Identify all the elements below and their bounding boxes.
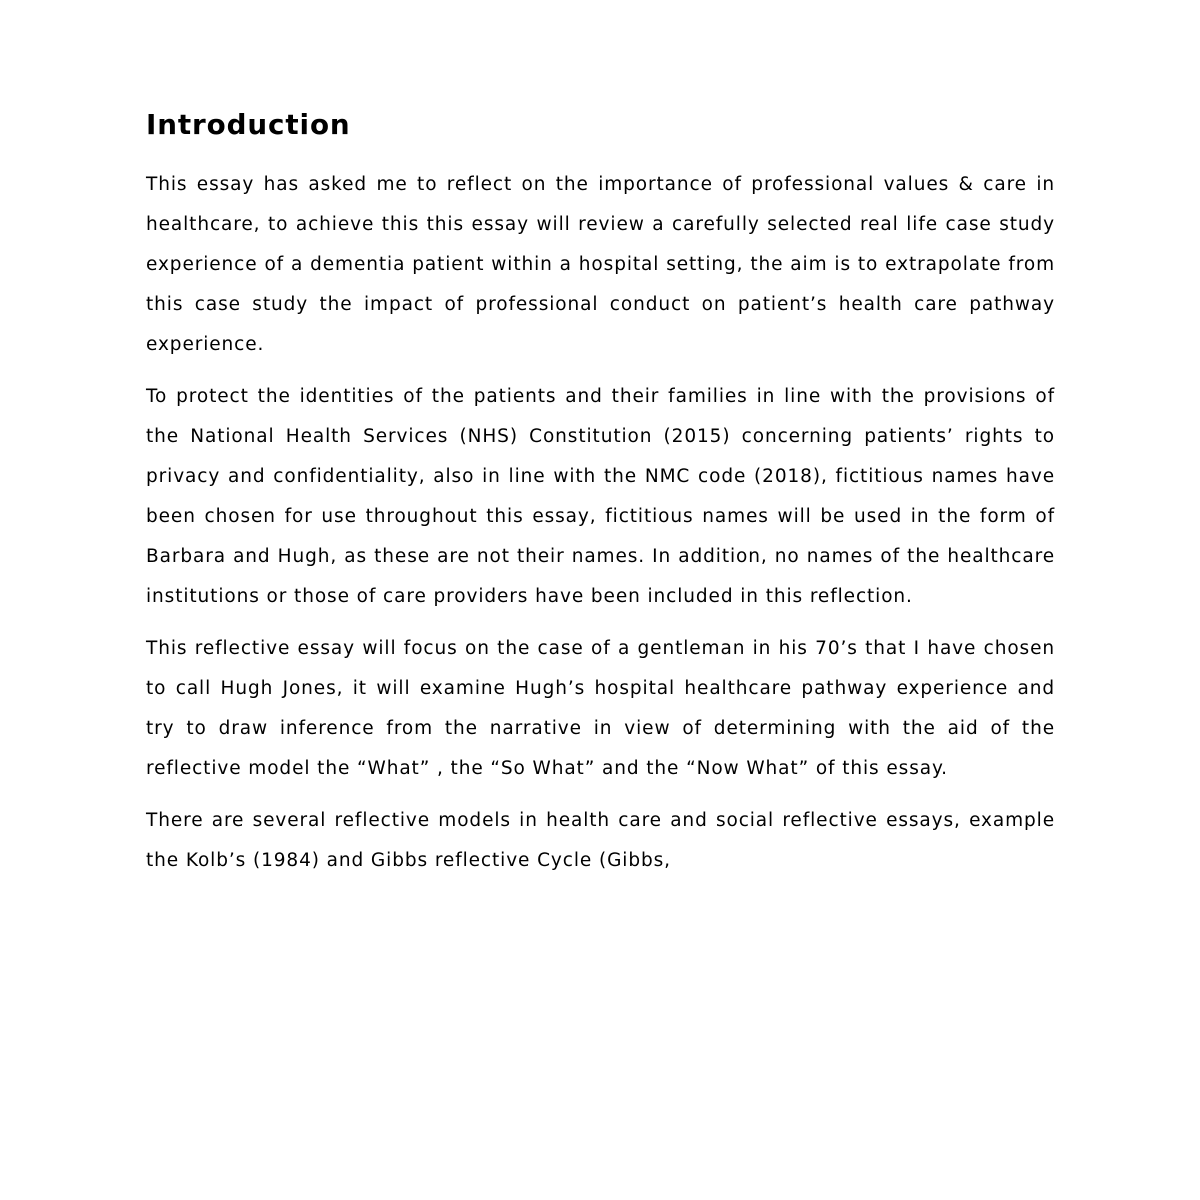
paragraph-case-focus: This reflective essay will focus on the case of a gentleman in his 70’s that I have chosen to call Hugh Jones, it will examine Hugh’s hospital healthcare pathway experience and try to draw inference from the narrative in view of determining with the aid of the reflective model the “What” , the “So What” and the “Now What” of this essay. [146,638,1055,779]
section-heading: Introduction [146,108,351,141]
document-body [146,108,1055,881]
paragraph-confidentiality: To protect the identities of the patients and their families in line with the provisions of the National Health Services (NHS) Constitution (2015) concerning patients’ rights to privacy and confidentiality, also in line with the NMC code (2018), fictitious names have been chosen for use throughout this essay, fictitious names will be used in the form of Barbara and Hugh, as these are not their names. In addition, no names of the healthcare institutions or those of care providers have been included in this reflection. [146,386,1055,607]
paragraph-professional-values: This essay has asked me to reflect on the importance of professional values & care in healthcare, to achieve this this essay will review a carefully selected real life case study experience of a dementia patient within a hospital setting, the aim is to extrapolate from this case study the impact of professional conduct on patient’s health care pathway experience. [146,174,1055,355]
paragraph-reflective-models: There are several reflective models in health care and social reflective essays, example the Kolb’s (1984) and Gibbs reflective Cycle (Gibbs, [146,810,1055,871]
